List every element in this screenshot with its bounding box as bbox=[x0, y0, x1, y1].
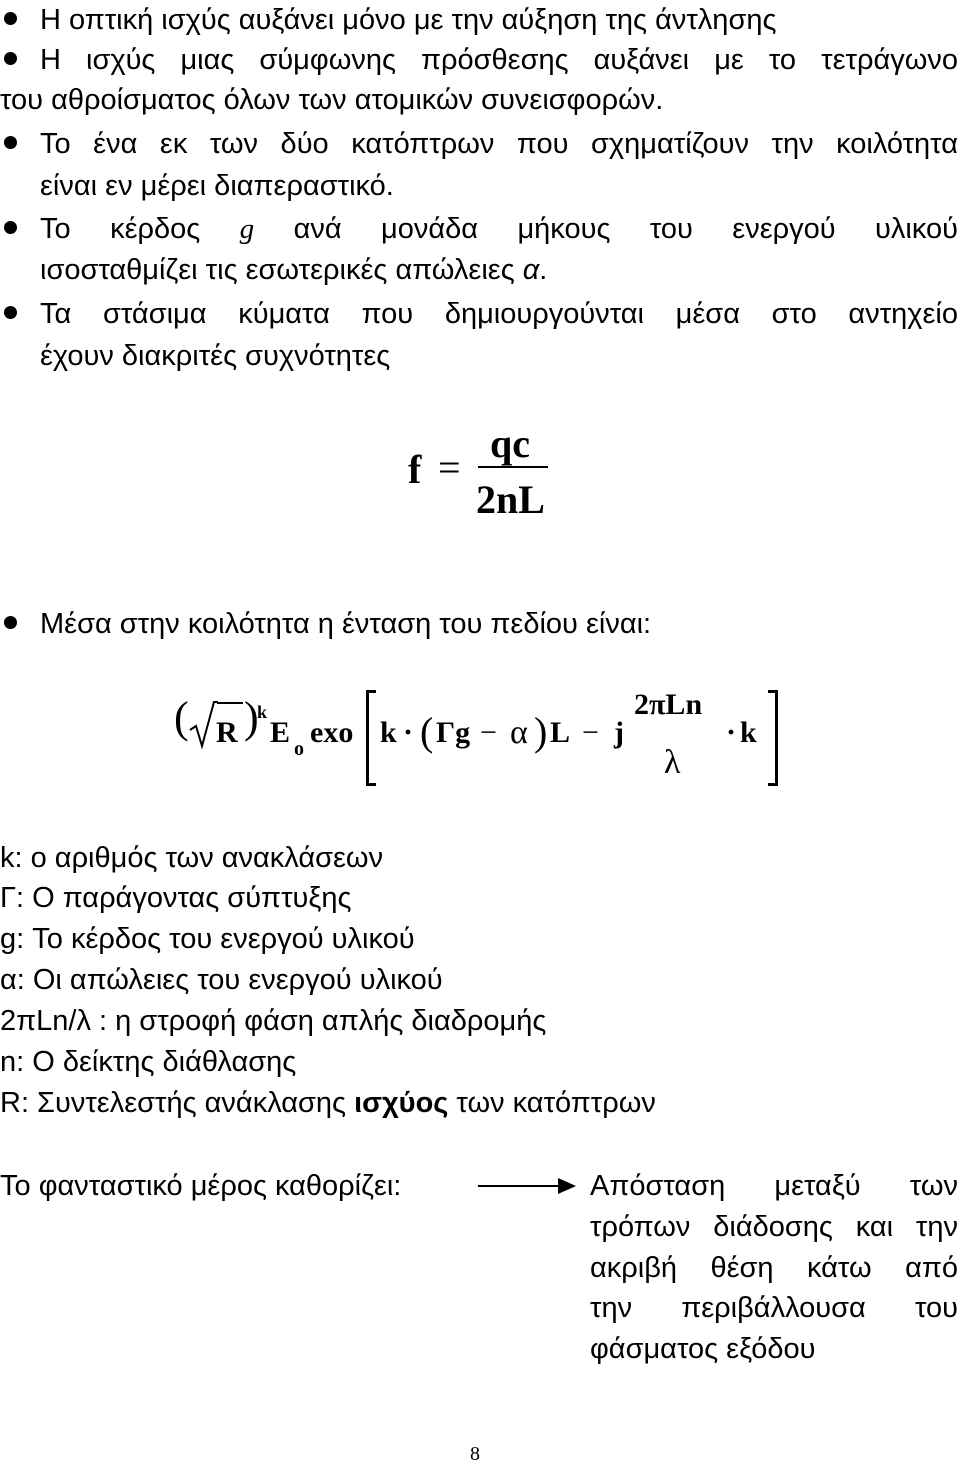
open-paren: ( bbox=[174, 693, 189, 742]
imaginary-part-label: Το φανταστικό μέρος καθορίζει: bbox=[0, 1170, 402, 1202]
dot-operator: · bbox=[403, 716, 414, 749]
dot-operator: · bbox=[726, 716, 737, 749]
gamma-g: Γg bbox=[436, 716, 471, 749]
formula-denominator: 2nL bbox=[476, 477, 545, 522]
bullet-dot bbox=[4, 616, 17, 629]
subscript-o: o bbox=[294, 738, 304, 760]
legend-item: n: Ο δείκτης διάθλασης bbox=[0, 1046, 297, 1078]
fraction-bar bbox=[478, 466, 548, 468]
bullet-dot bbox=[4, 12, 17, 25]
text-run: Το κέρδος bbox=[40, 213, 240, 245]
bullet-dot bbox=[4, 136, 17, 149]
text-run: ισοσταθμίζει τις εσωτερικές απώλειες bbox=[40, 254, 523, 286]
close-paren: ) bbox=[244, 693, 259, 742]
bullet-text bbox=[40, 250, 547, 290]
bullet-text: Η ισχύς μιας σύμφωνης πρόσθεσης αυξάνει με το τετράγωνο bbox=[40, 44, 958, 76]
bullet-text: του αθροίσματος όλων των ατομικών συνεισφορών. bbox=[0, 84, 664, 116]
bullet-text: Τα στάσιμα κύματα που δημιουργούνται μέσα στο αντηχείο bbox=[40, 298, 958, 330]
symbol-k: k bbox=[380, 716, 397, 749]
bullet-text: έχουν διακριτές συχνότητες bbox=[40, 340, 391, 372]
description-line: την περιβάλλουσα του bbox=[590, 1292, 958, 1324]
description-line: φάσματος εξόδου bbox=[590, 1333, 816, 1365]
bullet-dot bbox=[4, 306, 17, 319]
minus-sign: − bbox=[582, 716, 599, 749]
exo-text: exo bbox=[310, 716, 354, 749]
symbol-E: E bbox=[270, 716, 291, 749]
legend-item: Γ: Ο παράγοντας σύπτυξης bbox=[0, 882, 352, 914]
right-bracket bbox=[768, 690, 778, 786]
bullet-text: Το ένα εκ των δύο κατόπτρων που σχηματίζουν την κοιλότητα bbox=[40, 128, 958, 160]
sqrt-argument: R bbox=[216, 716, 238, 749]
legend-item bbox=[0, 1083, 656, 1123]
text-run: R: Συντελεστής ανάκλασης bbox=[0, 1087, 355, 1119]
symbol-alpha: α bbox=[510, 714, 528, 751]
text-run: . bbox=[539, 254, 548, 286]
left-bracket bbox=[366, 690, 376, 786]
bullet-dot bbox=[4, 221, 17, 234]
exponent-k: k bbox=[257, 702, 268, 722]
bullet-text: είναι εν μέρει διαπεραστικό. bbox=[40, 170, 394, 202]
sqrt-bar bbox=[217, 702, 243, 704]
arrow-right-icon bbox=[478, 1175, 578, 1197]
symbol-L: L bbox=[550, 716, 571, 749]
description-line: Απόσταση μεταξύ των bbox=[590, 1170, 958, 1202]
bullet-text: Μέσα στην κοιλότητα η ένταση του πεδίου είναι: bbox=[40, 608, 652, 640]
page-number: 8 bbox=[470, 1443, 480, 1465]
fraction-numerator: 2πLn bbox=[634, 688, 703, 721]
legend-item: α: Οι απώλειες του ενεργού υλικού bbox=[0, 964, 443, 996]
bold-text: ισχύος bbox=[354, 1087, 449, 1119]
legend-item: g: Το κέρδος του ενεργού υλικού bbox=[0, 923, 415, 955]
legend-item: k: ο αριθμός των ανακλάσεων bbox=[0, 842, 384, 874]
fraction-denominator: λ bbox=[664, 744, 681, 781]
text-run: ανά μονάδα μήκους του ενεργού υλικού bbox=[254, 213, 958, 245]
inner-close-paren: ) bbox=[534, 709, 548, 754]
bullet-text: Η οπτική ισχύς αυξάνει μόνο με την αύξηση της άντλησης bbox=[40, 4, 777, 36]
inner-open-paren: ( bbox=[420, 709, 434, 754]
description-line: τρόπων διάδοσης και την bbox=[590, 1211, 958, 1243]
sqrt-sign bbox=[188, 700, 218, 750]
formula-numerator: qc bbox=[490, 421, 530, 466]
legend-item: 2πLn/λ : η στροφή φάση απλής διαδρομής bbox=[0, 1005, 547, 1037]
formula-equals: = bbox=[438, 445, 461, 490]
symbol-k: k bbox=[740, 716, 757, 749]
text-run: των κατόπτρων bbox=[448, 1087, 656, 1119]
variable-g: g bbox=[239, 213, 255, 245]
description-line: ακριβή θέση κάτω από bbox=[590, 1252, 958, 1284]
minus-sign: − bbox=[480, 716, 497, 749]
bullet-text bbox=[40, 209, 958, 249]
bullet-dot bbox=[4, 52, 17, 65]
formula-lhs: f bbox=[408, 447, 422, 492]
variable-alpha: α bbox=[522, 254, 540, 286]
symbol-j: j bbox=[614, 716, 624, 749]
